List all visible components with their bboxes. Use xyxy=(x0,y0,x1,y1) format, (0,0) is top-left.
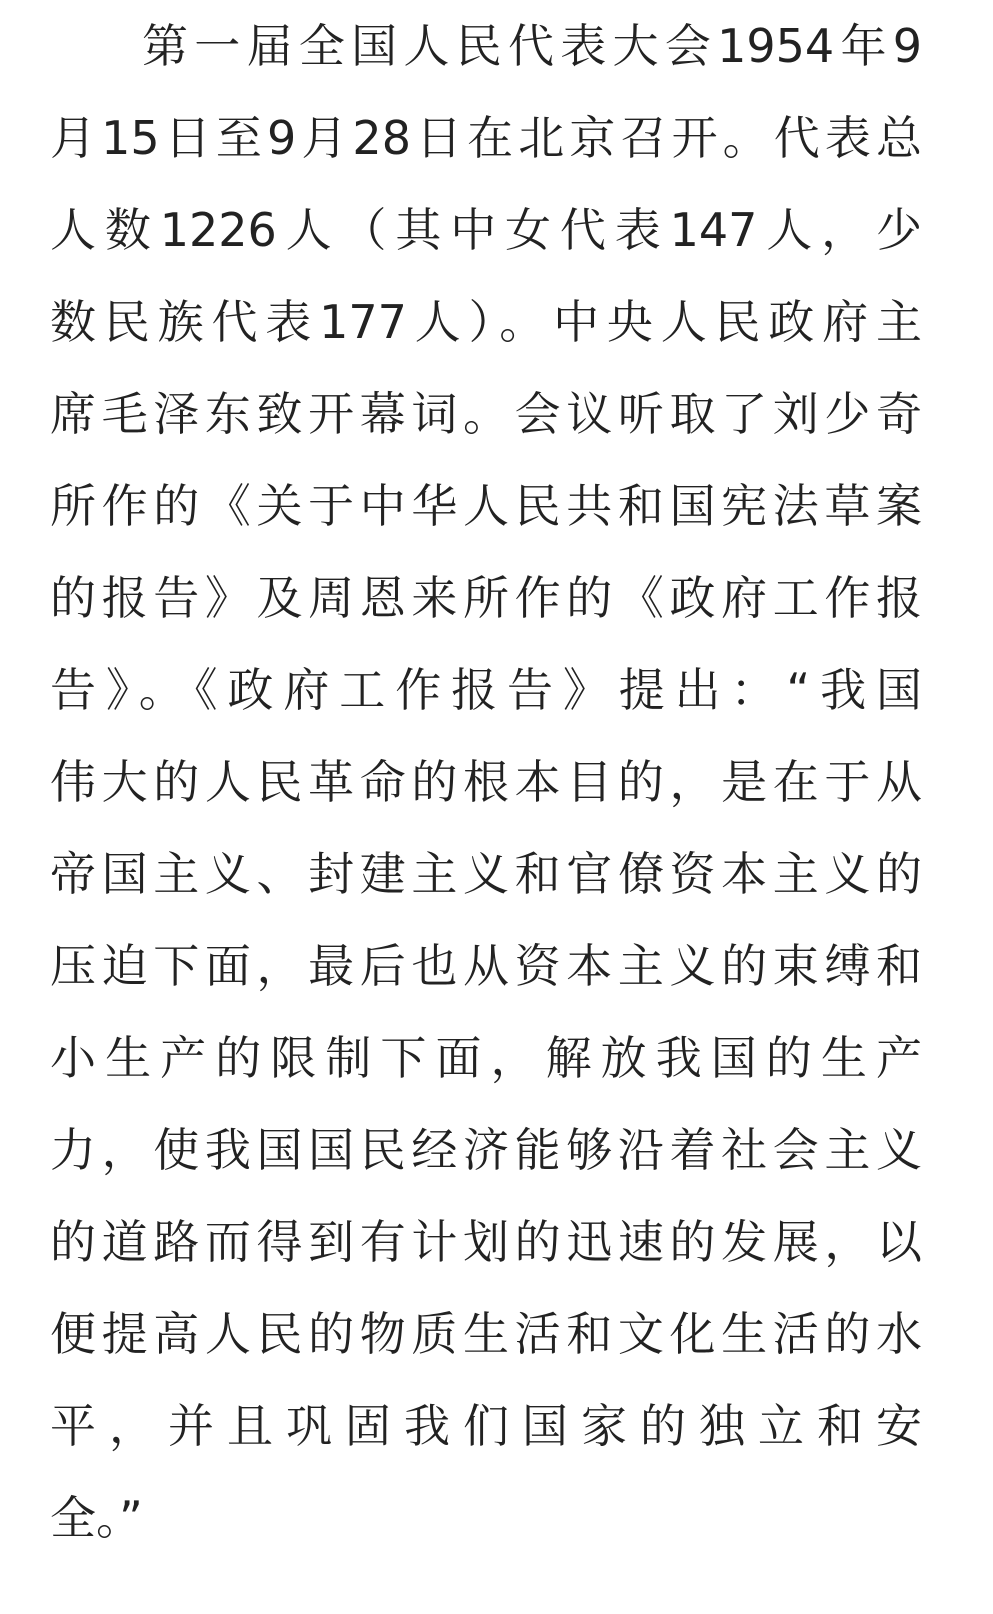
paragraph-line-16: 平，并且巩固我们国家的独立和安 xyxy=(50,1399,922,1453)
paragraph-line-15: 便提高人民的物质生活和文化生活的水 xyxy=(50,1307,922,1361)
paragraph-line-17: 全。” xyxy=(50,1491,143,1545)
paragraph-line-4: 数民族代表177人）。中央人民政府主 xyxy=(50,295,922,349)
paragraph-line-1: 第一届全国人民代表大会1954年9 xyxy=(142,19,922,73)
paragraph-line-11: 压迫下面，最后也从资本主义的束缚和 xyxy=(50,939,922,993)
paragraph-line-8: 告》。《政府工作报告》提出：“我国 xyxy=(50,663,922,717)
paragraph-line-3: 人数1226人（其中女代表147人，少 xyxy=(50,203,922,257)
paragraph-line-14: 的道路而得到有计划的迅速的发展，以 xyxy=(50,1215,922,1269)
paragraph-line-7: 的报告》及周恩来所作的《政府工作报 xyxy=(50,571,922,625)
paragraph-line-9: 伟大的人民革命的根本目的，是在于从 xyxy=(50,755,922,809)
paragraph-line-6: 所作的《关于中华人民共和国宪法草案 xyxy=(50,479,922,533)
paragraph-line-5: 席毛泽东致开幕词。会议听取了刘少奇 xyxy=(50,387,922,441)
paragraph-line-13: 力，使我国国民经济能够沿着社会主义 xyxy=(50,1123,922,1177)
paragraph-line-10: 帝国主义、封建主义和官僚资本主义的 xyxy=(50,847,922,901)
paragraph-line-12: 小生产的限制下面，解放我国的生产 xyxy=(50,1031,922,1085)
paragraph-line-2: 月15日至9月28日在北京召开。代表总 xyxy=(50,111,922,165)
